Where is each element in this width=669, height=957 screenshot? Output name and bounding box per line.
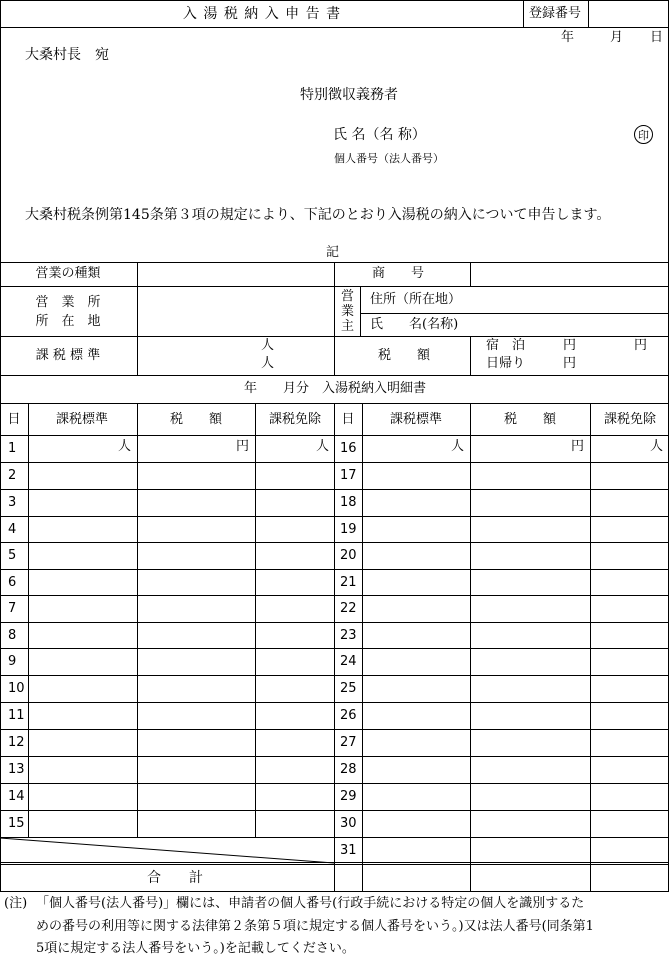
day-number: 12: [8, 735, 25, 750]
stay-yen-unit: 円: [563, 338, 577, 353]
tax-base-unit-2: 人: [261, 356, 275, 371]
day-number: 2: [8, 468, 17, 483]
unit-person-base-left: 人: [118, 439, 132, 454]
form-title: 入 湯 税 納 入 申 告 書: [182, 6, 342, 22]
day-number: 22: [340, 601, 357, 616]
tax-amount-label: 税 額: [377, 348, 431, 363]
tax-base-field[interactable]: [139, 338, 257, 374]
date-month-label: 月: [610, 30, 624, 45]
day-number: 6: [8, 575, 17, 590]
owner-name-field[interactable]: [472, 315, 667, 335]
unit-person-base-right: 人: [451, 439, 465, 454]
col-base-left: 課税標準: [55, 412, 109, 427]
business-type-label: 営業の種類: [35, 266, 101, 281]
total-label: 合 計: [147, 870, 203, 886]
unit-person-exempt-left: 人: [316, 439, 330, 454]
day-number: 19: [340, 522, 357, 537]
col-tax-right: 税 額: [503, 412, 557, 427]
addressee: 大桑村長 宛: [25, 47, 109, 63]
day-number: 9: [8, 654, 17, 669]
day-number: 7: [8, 601, 17, 616]
day-number: 30: [340, 816, 357, 831]
col-day-left: 日: [7, 412, 21, 427]
collector-name-field[interactable]: [470, 120, 630, 168]
ki-label: 記: [326, 245, 340, 260]
day-number: 28: [340, 762, 357, 777]
stay-label: 宿 泊: [486, 338, 526, 353]
total-yen-unit: 円: [634, 338, 648, 353]
day-number: 29: [340, 789, 357, 804]
day-number: 14: [8, 789, 25, 804]
day-trip-label: 日帰り: [486, 356, 526, 371]
collector-name-label: 氏 名（名 称）: [333, 127, 426, 143]
owner-name-label: 氏 名(名称): [370, 317, 459, 332]
day-number: 23: [340, 628, 357, 643]
business-side-char-3: 主: [341, 319, 355, 334]
note-prefix: (注): [4, 896, 28, 911]
registration-number-field[interactable]: [590, 2, 666, 26]
day-number: 31: [340, 843, 357, 858]
unit-yen-tax-left: 円: [236, 439, 250, 454]
col-base-right: 課税標準: [389, 412, 443, 427]
day-number: 3: [8, 495, 17, 510]
business-side-char-2: 業: [341, 304, 355, 319]
note-line-3: 5項に規定する法人番号をいう。)を記載してください。: [36, 941, 355, 956]
owner-address-field[interactable]: [472, 288, 667, 312]
total-tax-field[interactable]: [472, 866, 589, 890]
note-line-1: 「個人番号(法人番号)」欄には、申請者の個人番号(行政手続における特定の個人を識別するた: [36, 896, 585, 911]
day-number: 17: [340, 468, 357, 483]
day-trip-yen-unit: 円: [563, 356, 577, 371]
day-number: 27: [340, 735, 357, 750]
registration-number-label: 登録番号: [529, 6, 582, 21]
day-number: 13: [8, 762, 25, 777]
col-exempt-left: 課税免除: [268, 412, 322, 427]
date-day-label: 日: [650, 30, 664, 45]
owner-address-label: 住所（所在地）: [370, 292, 462, 307]
day-number: 24: [340, 654, 357, 669]
business-type-field[interactable]: [139, 264, 333, 285]
day-number: 26: [340, 708, 357, 723]
tax-base-label: 課 税 標 準: [35, 348, 101, 363]
location-field[interactable]: [139, 288, 333, 335]
col-day-right: 日: [341, 412, 355, 427]
day-number: 16: [340, 441, 357, 456]
date-year-label: 年: [561, 30, 575, 45]
day-number: 25: [340, 681, 357, 696]
col-exempt-right: 課税免除: [603, 412, 657, 427]
tax-amount-field[interactable]: [364, 338, 468, 374]
day-number: 4: [8, 522, 17, 537]
detail-title: 年 月分 入湯税納入明細書: [243, 381, 427, 396]
trade-name-field[interactable]: [472, 264, 667, 285]
col-tax-left: 税 額: [169, 412, 223, 427]
diagonal-slash: [0, 837, 335, 865]
day-number: 15: [8, 816, 25, 831]
note-line-2: めの番号の利用等に関する法律第２条第５項に規定する個人番号をいう。)又は法人番号(同条第1: [36, 919, 594, 934]
total-exempt-field[interactable]: [592, 866, 667, 890]
trade-name-label: 商 号: [371, 266, 425, 281]
unit-person-exempt-right: 人: [650, 439, 664, 454]
collector-title: 特別徴収義務者: [300, 87, 398, 103]
business-side-char-1: 営: [341, 289, 355, 304]
location-label-line2: 所 在 地: [35, 314, 101, 329]
statement: 大桑村税条例第145条第３項の規定により、下記のとおり入湯税の納入について申告します。: [25, 207, 611, 223]
day-number: 18: [340, 495, 357, 510]
day-number: 20: [340, 548, 357, 563]
total-base-field[interactable]: [364, 866, 469, 890]
day-number: 10: [8, 681, 25, 696]
location-label-line1: 営 業 所: [35, 295, 101, 310]
seal-icon: 印: [634, 125, 653, 144]
unit-yen-tax-right: 円: [571, 439, 585, 454]
day-number: 8: [8, 628, 17, 643]
day-number: 5: [8, 548, 17, 563]
day-number: 11: [8, 708, 25, 723]
collector-id-label: 個人番号（法人番号）: [334, 152, 444, 165]
tax-base-unit-1: 人: [261, 338, 275, 353]
day-number: 1: [8, 441, 17, 456]
day-number: 21: [340, 575, 357, 590]
